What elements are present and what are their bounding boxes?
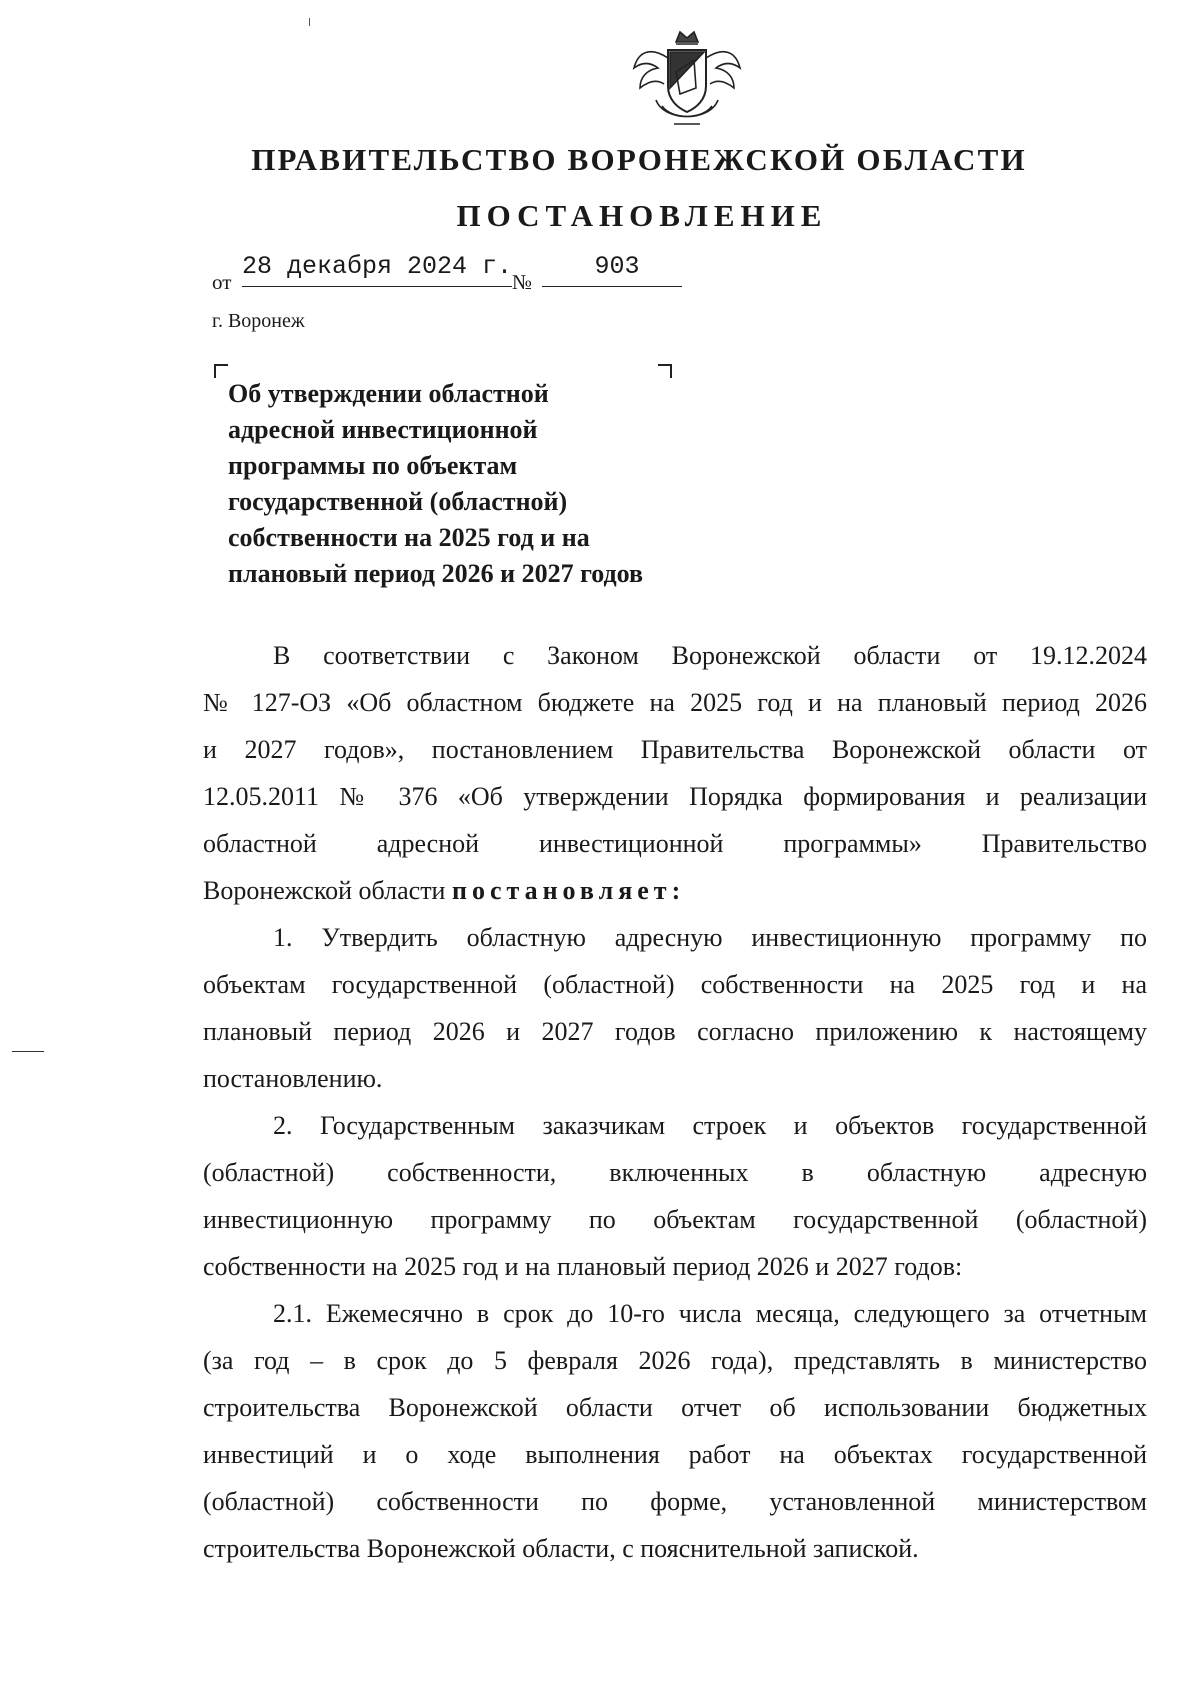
preamble-line-start: Воронежской области (203, 876, 446, 905)
subject-line: плановый период 2026 и 2027 годов (228, 559, 644, 588)
subject-line: адресной инвестиционной (228, 415, 538, 444)
preamble-line: и 2027 годов», постановлением Правительства Воронежской области от (203, 735, 1147, 764)
document-number: 903 (594, 252, 640, 281)
coat-of-arms-icon (628, 28, 746, 130)
city: г. Воронеж (212, 310, 305, 332)
preamble-line: 12.05.2011 № 376 «Об утверждении Порядка формирования и реализации (203, 782, 1147, 811)
document-details (212, 252, 692, 292)
item-2-1-line: строительства Воронежской области, с пояснительной запиской. (203, 1534, 919, 1563)
subject-line: Об утверждении областной (228, 379, 549, 408)
item-2-line: инвестиционную программу по объектам государственной (областной) (203, 1205, 1147, 1234)
preamble-line: областной адресной инвестиционной программы» Правительство (203, 829, 1147, 858)
government-title: ПРАВИТЕЛЬСТВО ВОРОНЕЖСКОЙ ОБЛАСТИ (251, 142, 1027, 177)
item-2-1-line: (областной) собственности по форме, установленной министерством (203, 1487, 1147, 1516)
number-prefix: № (512, 270, 533, 294)
subject-line: программы по объектам (228, 451, 518, 480)
item-2-1-line: инвестиций и о ходе выполнения работ на объектах государственной (203, 1440, 1147, 1469)
preamble-line: № 127-ОЗ «Об областном бюджете на 2025 год и на плановый период 2026 (203, 688, 1147, 717)
margin-mark (12, 1051, 44, 1052)
decree-word: постановляет: (451, 876, 686, 905)
item-1-line: плановый период 2026 и 2027 годов согласно приложению к настоящему (203, 1017, 1147, 1046)
item-2-line: собственности на 2025 год и на плановый период 2026 и 2027 годов: (203, 1252, 963, 1281)
number-underline (542, 286, 682, 287)
preamble-line: В соответствии с Законом Воронежской области от 19.12.2024 (273, 641, 1147, 670)
item-2-1-line: 2.1. Ежемесячно в срок до 10-го числа месяца, следующего за отчетным (273, 1299, 1147, 1328)
document-subject (228, 376, 748, 592)
item-2-1-line: (за год – в срок до 5 февраля 2026 года), представлять в министерство (203, 1346, 1147, 1375)
date-prefix: от (212, 270, 232, 294)
item-2-line: (областной) собственности, включенных в областную адресную (203, 1158, 1147, 1187)
subject-corner-left (214, 364, 228, 378)
item-1-line: объектам государственной (областной) собственности на 2025 год и на (203, 970, 1147, 999)
scan-mark (309, 18, 310, 26)
document-body (203, 632, 1147, 1572)
date-underline (242, 286, 512, 287)
item-2-1-line: строительства Воронежской области отчет об использовании бюджетных (203, 1393, 1147, 1422)
item-1-line: постановлению. (203, 1064, 383, 1093)
document-type: ПОСТАНОВЛЕНИЕ (456, 198, 828, 233)
subject-line: собственности на 2025 год и на (228, 523, 590, 552)
item-1-line: 1. Утвердить областную адресную инвестиционную программу по (273, 923, 1147, 952)
item-2-line: 2. Государственным заказчикам строек и объектов государственной (273, 1111, 1147, 1140)
document-date: 28 декабря 2024 г. (242, 252, 513, 281)
preamble-line-final (203, 867, 1147, 914)
subject-line: государственной (областной) (228, 487, 568, 516)
